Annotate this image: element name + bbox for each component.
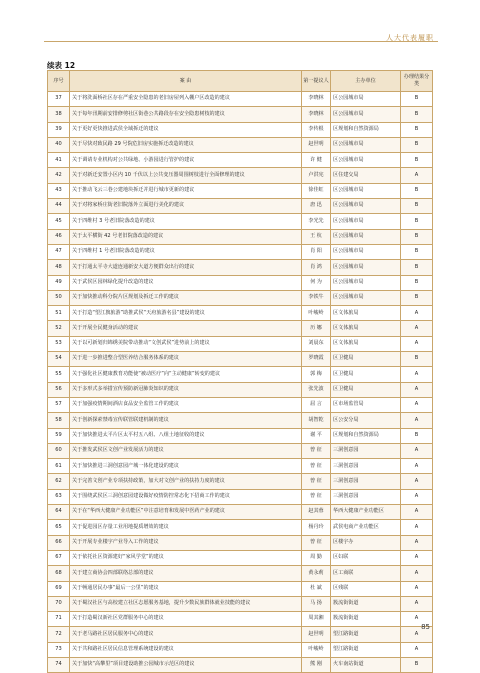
cell-result: A xyxy=(401,566,433,581)
cell-proposer: 卢洪宪 xyxy=(302,168,331,183)
cell-proposer: 李传根 xyxy=(302,122,331,137)
cell-case: 关于强化社区健康教育功能使“被动医疗”向“主动健康”转变的建议 xyxy=(70,367,302,382)
cell-case: 关于以可新划归锦绣美院带动推动“文创武侯”进势前上的建议 xyxy=(70,336,302,351)
cell-no: 50 xyxy=(48,290,70,305)
cell-result: A xyxy=(401,336,433,351)
cell-result: A xyxy=(401,397,433,412)
cell-org: 区市场监管局 xyxy=(331,397,401,412)
cell-result: B xyxy=(401,275,433,290)
cell-case: 关于在“华西大健康产业功能区”中注意培育和发展中医药产业的建议 xyxy=(70,505,302,520)
cell-result: B xyxy=(401,290,433,305)
table-row xyxy=(48,382,433,397)
cell-org: 区公园城市局 xyxy=(331,92,401,107)
cell-result: A xyxy=(401,550,433,565)
cell-org: 簇流街街道 xyxy=(331,612,401,627)
cell-case: 关于创新探索禁毒宣传联管联建机制的建议 xyxy=(70,413,302,428)
table-row xyxy=(48,92,433,107)
cell-no: 48 xyxy=(48,260,70,275)
cell-result: A xyxy=(401,520,433,535)
cell-result: A xyxy=(401,367,433,382)
cell-no: 45 xyxy=(48,214,70,229)
table-row xyxy=(48,199,433,214)
cell-org: 三洞创意园 xyxy=(331,474,401,489)
cell-no: 61 xyxy=(48,459,70,474)
page-number: 85 xyxy=(421,623,430,631)
cell-no: 41 xyxy=(48,153,70,168)
table-row xyxy=(48,168,433,183)
cell-proposer: 赵世明 xyxy=(302,627,331,642)
proposals-table xyxy=(47,70,433,673)
cell-case: 关于打造蜀汉新社区党群服务中心的建议 xyxy=(70,612,302,627)
cell-no: 49 xyxy=(48,275,70,290)
cell-case: 关于畅通居民办事“最后一公里”的建议 xyxy=(70,581,302,596)
cell-case: 关于围绕武侯区三洞创意园建设做好疫情防控常态化下招商工作的建议 xyxy=(70,489,302,504)
cell-proposer: 曾 征 xyxy=(302,443,331,458)
cell-no: 72 xyxy=(48,627,70,642)
cell-proposer: 郭 梅 xyxy=(302,367,331,382)
cell-org: 区规划和自然资源局 xyxy=(331,122,401,137)
table-row xyxy=(48,137,433,152)
cell-no: 70 xyxy=(48,596,70,611)
cell-org: 区公园城市局 xyxy=(331,244,401,259)
cell-no: 65 xyxy=(48,520,70,535)
cell-proposer: 胡智乾 xyxy=(302,413,331,428)
cell-result: A xyxy=(401,382,433,397)
cell-case: 关于完善文创产业专项扶持政策，加大对文创产业的扶持力度的建议 xyxy=(70,474,302,489)
cell-case: 关于促进园区存量工业用地提质增效的建议 xyxy=(70,520,302,535)
table-row xyxy=(48,260,433,275)
cell-no: 38 xyxy=(48,107,70,122)
table-row xyxy=(48,122,433,137)
cell-result: A xyxy=(401,306,433,321)
cell-proposer: 王 杭 xyxy=(302,229,331,244)
table-row xyxy=(48,596,433,611)
cell-case: 关于四维村 1 号老旧院落改造的建议 xyxy=(70,244,302,259)
cell-org: 区公园城市局 xyxy=(331,214,401,229)
table-row xyxy=(48,520,433,535)
cell-no: 53 xyxy=(48,336,70,351)
cell-proposer: 叶峻岭 xyxy=(302,306,331,321)
cell-no: 40 xyxy=(48,137,70,152)
cell-org: 三洞创意园 xyxy=(331,489,401,504)
table-row xyxy=(48,229,433,244)
cell-proposer: 屈 言 xyxy=(302,397,331,412)
cell-org: 区卫健局 xyxy=(331,382,401,397)
cell-org: 区文体旅局 xyxy=(331,306,401,321)
cell-result: A xyxy=(401,505,433,520)
cell-no: 64 xyxy=(48,505,70,520)
cell-proposer: 许 健 xyxy=(302,153,331,168)
cell-result: B xyxy=(401,229,433,244)
table-row xyxy=(48,244,433,259)
cell-case: 关于多形式多举措宣传预防新冠肺炎知识的建议 xyxy=(70,382,302,397)
cell-result: A xyxy=(401,627,433,642)
cell-case: 关于加快推进太平片区太平村五八组、八组土地征收的建议 xyxy=(70,428,302,443)
cell-result: A xyxy=(401,321,433,336)
cell-result: B xyxy=(401,244,433,259)
cell-proposer: 李铁牛 xyxy=(302,290,331,305)
cell-proposer: 肖 鸿 xyxy=(302,260,331,275)
cell-result: B xyxy=(401,352,433,367)
cell-case: 关于对将家桥庄街老旧院落外立面进行美化的建议 xyxy=(70,199,302,214)
table-row xyxy=(48,443,433,458)
cell-result: B xyxy=(401,657,433,672)
cell-result: B xyxy=(401,122,433,137)
table-row xyxy=(48,428,433,443)
cell-no: 52 xyxy=(48,321,70,336)
cell-no: 55 xyxy=(48,367,70,382)
cell-org: 区文体旅局 xyxy=(331,321,401,336)
table-row xyxy=(48,397,433,412)
table-row xyxy=(48,642,433,657)
cell-proposer: 叶峻岭 xyxy=(302,642,331,657)
cell-proposer: 刘晨东 xyxy=(302,336,331,351)
cell-no: 74 xyxy=(48,657,70,672)
cell-org: 区文体旅局 xyxy=(331,336,401,351)
col-header-result: 办理结果分类 xyxy=(401,71,433,92)
cell-org: 区公园城市局 xyxy=(331,199,401,214)
table-header-row xyxy=(48,71,433,92)
cell-result: A xyxy=(401,443,433,458)
cell-case: 关于推动飞云三巷公建地块拆迁并进行城市更新的建议 xyxy=(70,183,302,198)
cell-proposer: 赵世明 xyxy=(302,137,331,152)
running-header-title: 人大代表履职 xyxy=(386,34,434,42)
cell-no: 44 xyxy=(48,199,70,214)
cell-result: B xyxy=(401,428,433,443)
cell-no: 69 xyxy=(48,581,70,596)
table-row xyxy=(48,505,433,520)
cell-no: 37 xyxy=(48,92,70,107)
cell-no: 63 xyxy=(48,489,70,504)
cell-org: 火车南站街道 xyxy=(331,657,401,672)
cell-proposer: 曾 征 xyxy=(302,474,331,489)
cell-org: 区公园城市局 xyxy=(331,183,401,198)
cell-no: 42 xyxy=(48,168,70,183)
cell-proposer: 马 扬 xyxy=(302,596,331,611)
cell-org: 区公安分局 xyxy=(331,413,401,428)
cell-result: A xyxy=(401,413,433,428)
cell-no: 60 xyxy=(48,443,70,458)
cell-case: 关于老马路社区居民服务中心的建议 xyxy=(70,627,302,642)
cell-result: A xyxy=(401,474,433,489)
cell-case: 关于四维村 3 号老旧院落改造的建议 xyxy=(70,214,302,229)
cell-result: B xyxy=(401,137,433,152)
cell-no: 58 xyxy=(48,413,70,428)
cell-proposer: 熊 刚 xyxy=(302,657,331,672)
cell-org: 区公园城市局 xyxy=(331,137,401,152)
table-row xyxy=(48,214,433,229)
cell-org: 区住建交局 xyxy=(331,168,401,183)
table-row xyxy=(48,535,433,550)
cell-case: 关于调请专业机构对公共绿地、小游园进行管护的建议 xyxy=(70,153,302,168)
table-row xyxy=(48,336,433,351)
table-row xyxy=(48,657,433,672)
cell-no: 51 xyxy=(48,306,70,321)
cell-org: 区公园城市局 xyxy=(331,260,401,275)
cell-case: 关于打通太平寺大道连通新安大道方便群众出行的建议 xyxy=(70,260,302,275)
table-row xyxy=(48,153,433,168)
cell-case: 关于建立商协会四部联络总部的建议 xyxy=(70,566,302,581)
cell-org: 武侯电商产业功能区 xyxy=(331,520,401,535)
table-row xyxy=(48,107,433,122)
cell-proposer: 历 娜 xyxy=(302,321,331,336)
cell-result: B xyxy=(401,92,433,107)
cell-proposer: 李光先 xyxy=(302,214,331,229)
cell-org: 区公园城市局 xyxy=(331,107,401,122)
cell-proposer: 唐 迅 xyxy=(302,199,331,214)
cell-case: 关于进一步推进整合型医养结合服务体系的建议 xyxy=(70,352,302,367)
cell-case: 关于开展专业楼宇产业导入工作的建议 xyxy=(70,535,302,550)
col-header-case: 案 由 xyxy=(70,71,302,92)
cell-org: 望江路街道 xyxy=(331,627,401,642)
col-header-proposer: 第一提议人 xyxy=(302,71,331,92)
cell-proposer: 张先波 xyxy=(302,382,331,397)
cell-case: 关于加快推动科分院片区规划及拆迁工作的建议 xyxy=(70,290,302,305)
cell-case: 关于更好更快推进武侯全域拆迁的建议 xyxy=(70,122,302,137)
table-row xyxy=(48,489,433,504)
table-row xyxy=(48,275,433,290)
cell-case: 关于蜀汉社区与高校建立社区志愿服务基地，提升少数民族群体就业技能的建议 xyxy=(70,596,302,611)
col-header-org: 主办单位 xyxy=(331,71,401,92)
cell-case: 关于太平横街 42 号老旧院落改造的建议 xyxy=(70,229,302,244)
cell-case: 关于每年汛期前安排修剪社区街巷公共路段存在安全隐患树枝的建议 xyxy=(70,107,302,122)
cell-result: B xyxy=(401,214,433,229)
cell-proposer: 何 为 xyxy=(302,275,331,290)
cell-no: 66 xyxy=(48,535,70,550)
cell-proposer: 李晓林 xyxy=(302,107,331,122)
cell-result: A xyxy=(401,459,433,474)
cell-case: 关于对新迁安置小区内 10 千伏以上公共变压器周围树枝进行全面修理的建议 xyxy=(70,168,302,183)
table-row xyxy=(48,352,433,367)
cell-org: 区公园城市局 xyxy=(331,290,401,305)
cell-proposer: 赵其蓉 xyxy=(302,505,331,520)
cell-result: B xyxy=(401,260,433,275)
cell-result: A xyxy=(401,596,433,611)
cell-result: A xyxy=(401,535,433,550)
cell-case: 关于依托社区资源建好“家风学堂”的建议 xyxy=(70,550,302,565)
cell-proposer: 李晓林 xyxy=(302,92,331,107)
cell-proposer: 徐佳虹 xyxy=(302,183,331,198)
cell-no: 68 xyxy=(48,566,70,581)
cell-proposer: 曾 征 xyxy=(302,535,331,550)
cell-result: B xyxy=(401,183,433,198)
cell-case: 关于开展全民健身活动的建议 xyxy=(70,321,302,336)
cell-proposer: 周其湘 xyxy=(302,612,331,627)
cell-org: 区工商联 xyxy=(331,566,401,581)
cell-case: 关于加快“高攀里”项目建设助推公园城市示范区的建议 xyxy=(70,657,302,672)
table-row xyxy=(48,612,433,627)
cell-no: 62 xyxy=(48,474,70,489)
cell-proposer: 杨丹玲 xyxy=(302,520,331,535)
table-row xyxy=(48,627,433,642)
cell-proposer: 曾 征 xyxy=(302,489,331,504)
cell-no: 54 xyxy=(48,352,70,367)
cell-proposer: 黄永莉 xyxy=(302,566,331,581)
cell-proposer: 罗晓霞 xyxy=(302,352,331,367)
cell-org: 区妇联 xyxy=(331,550,401,565)
cell-org: 三洞创意园 xyxy=(331,459,401,474)
table-row xyxy=(48,183,433,198)
table-row xyxy=(48,321,433,336)
cell-org: 区楼宇办 xyxy=(331,535,401,550)
cell-case: 关于推发武侯区文创产业发展活力的建议 xyxy=(70,443,302,458)
cell-org: 簇流街街道 xyxy=(331,596,401,611)
cell-result: A xyxy=(401,612,433,627)
cell-no: 67 xyxy=(48,550,70,565)
cell-case: 关于加快推进三洞创意园产城一体化建设的建议 xyxy=(70,459,302,474)
cell-no: 46 xyxy=(48,229,70,244)
table-row xyxy=(48,566,433,581)
cell-result: A xyxy=(401,489,433,504)
cell-case: 关于将洗面桥社区存在严重安全隐患的老旧房屋列入棚户区改造的建议 xyxy=(70,92,302,107)
table-row xyxy=(48,474,433,489)
cell-org: 区残联 xyxy=(331,581,401,596)
cell-org: 区公园城市局 xyxy=(331,229,401,244)
cell-result: B xyxy=(401,107,433,122)
cell-result: A xyxy=(401,168,433,183)
cell-result: A xyxy=(401,581,433,596)
cell-proposer: 肖 阳 xyxy=(302,244,331,259)
cell-no: 59 xyxy=(48,428,70,443)
cell-case: 关于加强疫情期间酒店食品安全监管工作的建议 xyxy=(70,397,302,412)
cell-no: 73 xyxy=(48,642,70,657)
cell-proposer: 周 勤 xyxy=(302,550,331,565)
cell-no: 56 xyxy=(48,382,70,397)
cell-org: 三洞创意园 xyxy=(331,443,401,458)
cell-no: 57 xyxy=(48,397,70,412)
cell-org: 区卫健局 xyxy=(331,352,401,367)
cell-org: 区卫健局 xyxy=(331,367,401,382)
cell-org: 望江路街道 xyxy=(331,642,401,657)
table-row xyxy=(48,581,433,596)
cell-case: 关于武侯区园林绿化提升改造的建议 xyxy=(70,275,302,290)
cell-proposer: 谢 平 xyxy=(302,428,331,443)
cell-no: 39 xyxy=(48,122,70,137)
table-row xyxy=(48,459,433,474)
cell-case: 关于打造“望江旗旅游”助推武侯“天府旅游名县”建设的建议 xyxy=(70,306,302,321)
cell-result: B xyxy=(401,153,433,168)
cell-proposer: 杜 斌 xyxy=(302,581,331,596)
table-caption: 续表 12 xyxy=(47,61,76,70)
cell-no: 43 xyxy=(48,183,70,198)
col-header-no: 序号 xyxy=(48,71,70,92)
cell-proposer: 曾 征 xyxy=(302,459,331,474)
cell-org: 华西大健康产业功能区 xyxy=(331,505,401,520)
cell-no: 71 xyxy=(48,612,70,627)
table-row xyxy=(48,413,433,428)
cell-result: B xyxy=(401,199,433,214)
cell-org: 区规划和自然资源局 xyxy=(331,428,401,443)
cell-result: A xyxy=(401,642,433,657)
cell-case: 关于共和路社区居民信息管理系统建设的建议 xyxy=(70,642,302,657)
header-rule xyxy=(44,41,438,42)
cell-org: 区公园城市局 xyxy=(331,275,401,290)
table-row xyxy=(48,306,433,321)
cell-org: 区公园城市局 xyxy=(331,153,401,168)
cell-no: 47 xyxy=(48,244,70,259)
table-row xyxy=(48,550,433,565)
table-row xyxy=(48,290,433,305)
cell-case: 关于尽快对致民路 29 号院危旧房实施拆迁改造的建议 xyxy=(70,137,302,152)
table-row xyxy=(48,367,433,382)
table-body xyxy=(48,92,433,673)
